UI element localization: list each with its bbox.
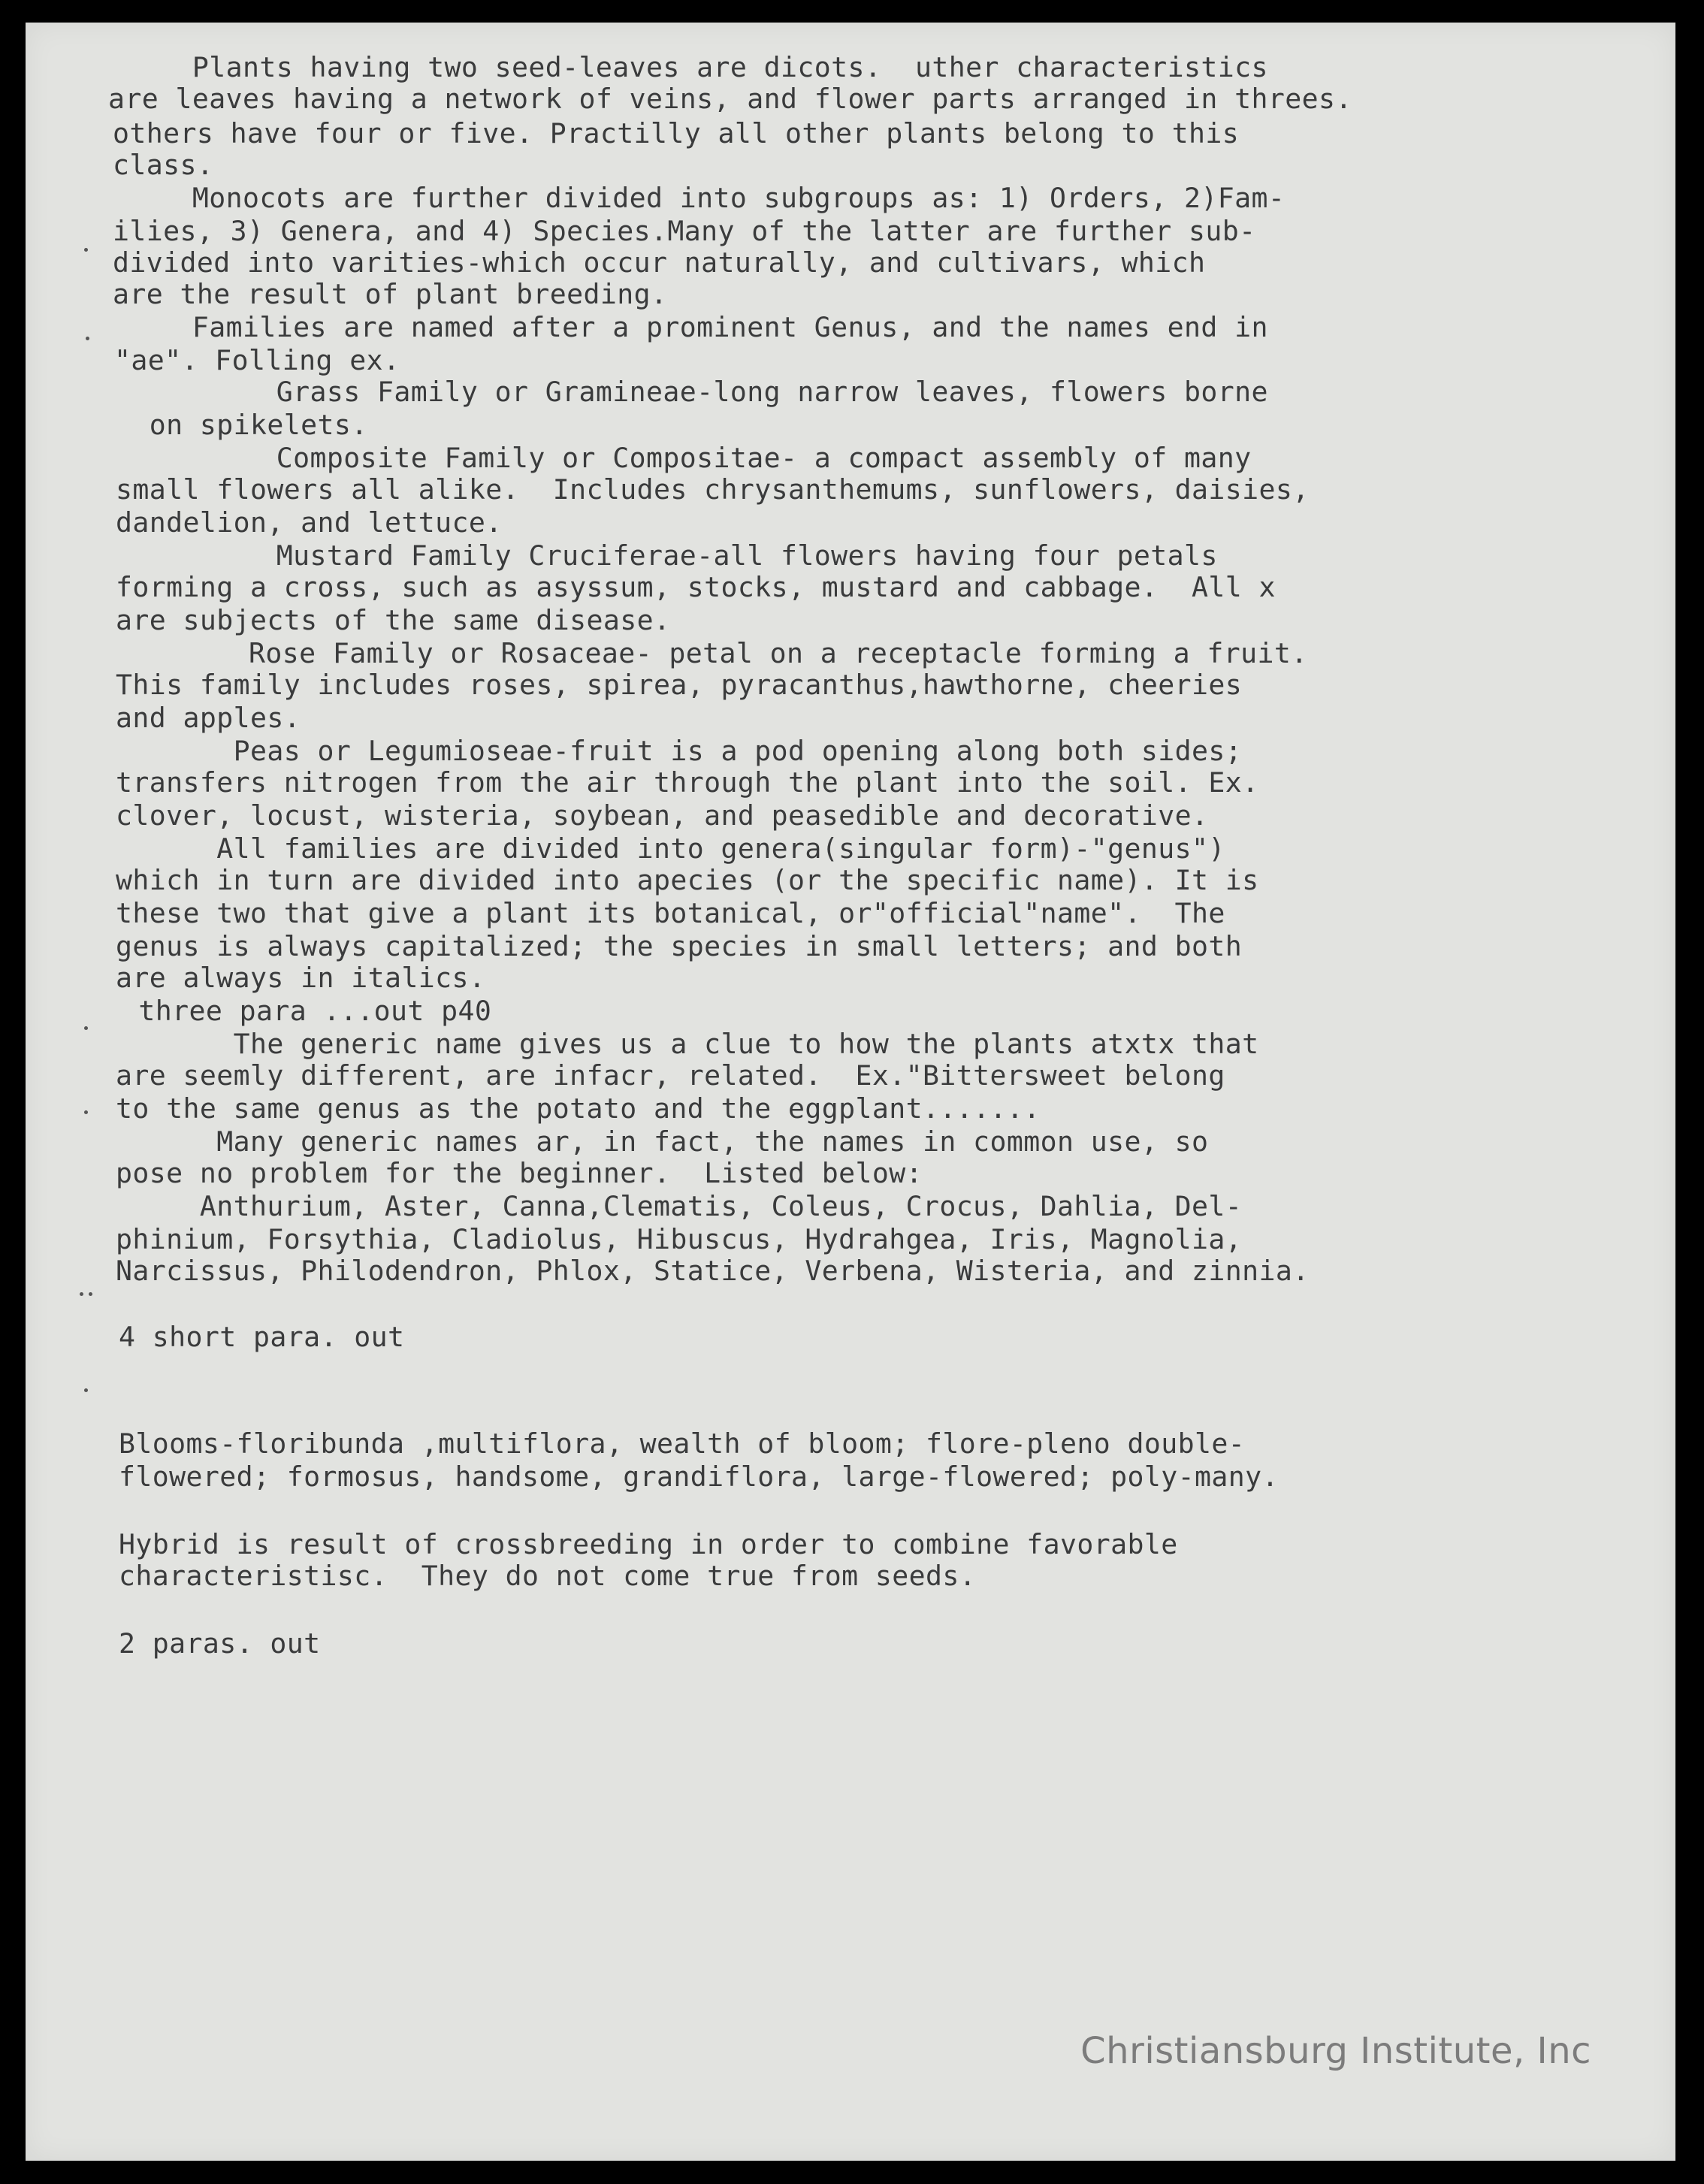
text-line: Narcissus, Philodendron, Phlox, Statice, Verbena, Wisteria, and zinnia. xyxy=(116,1255,1310,1287)
text-line: are the result of plant breeding. xyxy=(113,278,668,310)
text-line: dandelion, and lettuce. xyxy=(116,506,503,539)
text-line: Monocots are further divided into subgroups as: 1) Orders, 2)Fam- xyxy=(108,182,1286,214)
text-line: others have four or five. Practilly all other plants belong to this xyxy=(113,117,1240,150)
text-line: and apples. xyxy=(116,702,301,734)
text-line: are seemly different, are infacr, related. Ex."Bittersweet belong xyxy=(116,1059,1225,1092)
text-line: "ae". Folling ex. xyxy=(114,344,400,376)
text-line: to the same genus as the potato and the eggplant....... xyxy=(116,1092,1041,1125)
margin-speck xyxy=(80,1292,83,1296)
text-line: Many generic names ar, in fact, the names in common use, so xyxy=(116,1125,1209,1158)
text-line: All families are divided into genera(singular form)-"genus") xyxy=(116,832,1225,865)
text-line: three para ...out p40 xyxy=(122,995,492,1027)
text-line: 2 paras. out xyxy=(119,1627,321,1660)
margin-speck xyxy=(84,1026,88,1030)
text-line: Rose Family or Rosaceae- petal on a receptacle forming a fruit. xyxy=(114,637,1308,669)
margin-speck xyxy=(84,1110,88,1114)
typed-page xyxy=(26,23,1675,2161)
text-line: ilies, 3) Genera, and 4) Species.Many of the latter are further sub- xyxy=(113,215,1256,247)
text-line: Plants having two seed-leaves are dicots. uther characteristics xyxy=(108,51,1268,83)
text-line: characteristisc. They do not come true from seeds. xyxy=(119,1560,977,1592)
text-line: phinium, Forsythia, Cladiolus, Hibuscus, Hydrahgea, Iris, Magnolia, xyxy=(116,1223,1243,1255)
typed-text-body xyxy=(26,23,1352,1660)
text-line: divided into varities-which occur naturally, and cultivars, which xyxy=(113,246,1206,279)
text-line: are leaves having a network of veins, and flower parts arranged in threes. xyxy=(108,83,1352,115)
text-line: Hybrid is result of crossbreeding in order to combine favorable xyxy=(119,1528,1178,1560)
margin-speck xyxy=(89,1292,92,1296)
text-line: are subjects of the same disease. xyxy=(116,604,671,636)
text-line: are always in italics. xyxy=(116,962,486,994)
text-line: Blooms-floribunda ,multiflora, wealth of bloom; flore-pleno double- xyxy=(119,1427,1246,1460)
text-line: transfers nitrogen from the air through the plant into the soil. Ex. xyxy=(116,766,1259,799)
text-line: small flowers all alike. Includes chrysanthemums, sunflowers, daisies, xyxy=(116,473,1310,506)
text-line: genus is always capitalized; the species in small letters; and both xyxy=(116,930,1243,962)
text-line: This family includes roses, spirea, pyracanthus,hawthorne, cheeries xyxy=(116,669,1243,701)
text-line: pose no problem for the beginner. Listed below: xyxy=(116,1157,923,1189)
text-line: Mustard Family Cruciferae-all flowers having four petals xyxy=(108,539,1218,572)
text-line: Grass Family or Gramineae-long narrow leaves, flowers borne xyxy=(108,376,1268,408)
margin-speck xyxy=(86,337,89,340)
text-line: class. xyxy=(113,149,214,181)
text-line: on spikelets. xyxy=(116,409,368,441)
text-line: 4 short para. out xyxy=(119,1321,405,1353)
text-line: forming a cross, such as asyssum, stocks, mustard and cabbage. All x xyxy=(116,571,1276,603)
margin-speck xyxy=(84,1388,88,1392)
text-line: Families are named after a prominent Genus, and the names end in xyxy=(108,311,1268,343)
text-line: which in turn are divided into apecies (or the specific name). It is xyxy=(116,864,1259,896)
text-line: these two that give a plant its botanical, or"official"name". The xyxy=(116,897,1225,929)
margin-speck xyxy=(84,248,88,252)
text-line: Composite Family or Compositae- a compact assembly of many xyxy=(108,442,1252,474)
watermark-text: Christiansburg Institute, Inc xyxy=(1080,2030,1591,2072)
text-line: Peas or Legumioseae-fruit is a pod opening along both sides; xyxy=(116,735,1243,767)
text-line: clover, locust, wisteria, soybean, and peasedible and decorative. xyxy=(116,799,1209,832)
text-line: The generic name gives us a clue to how the plants atxtx that xyxy=(116,1028,1259,1060)
text-line: Anthurium, Aster, Canna,Clematis, Coleus, Crocus, Dahlia, Del- xyxy=(116,1190,1243,1222)
text-line: flowered; formosus, handsome, grandiflora, large-flowered; poly-many. xyxy=(119,1461,1279,1493)
